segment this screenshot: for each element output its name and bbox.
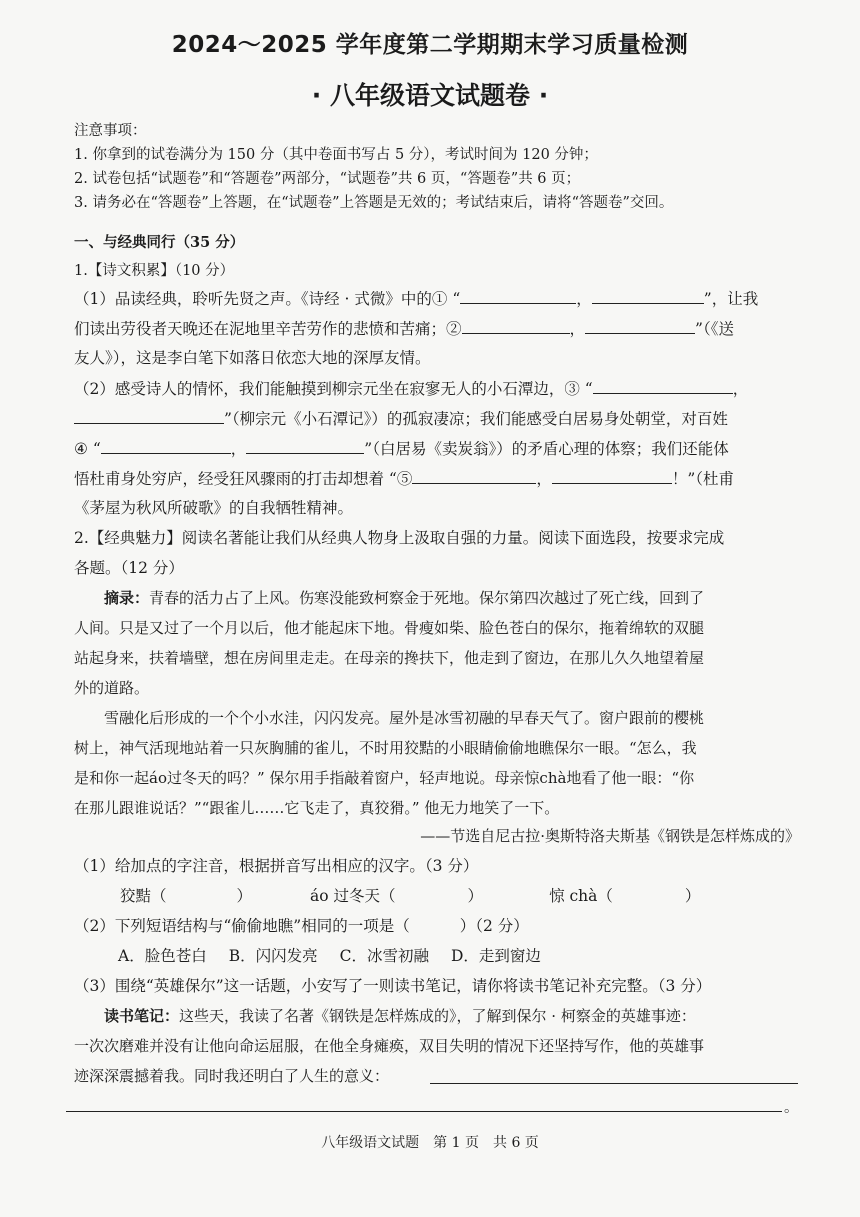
excerpt-line8: 在那儿跟谁说话？”“跟雀儿……它飞走了，真狡猾。” 他无力地笑了一下。 [74, 799, 560, 817]
q2-options [118, 946, 848, 966]
answer-blank[interactable] [246, 438, 364, 454]
q1-p2-line3: ④ “ ， ”（白居易《卖炭翁》）的矛盾心理的体察；我们还能体 [74, 440, 729, 458]
excerpt-line6: 树上，神气活现地站着一只灰胸脯的雀儿，不时用狡黠的小眼睛偷偷地瞧保尔一眼。“怎么，我 [74, 739, 697, 757]
q1-p1-line2: 们读出劳役者天晚还在泥地里辛苦劳作的悲愤和苦痛；② ， ”（《送 [74, 320, 734, 338]
note-item-2: 2. 试卷包括“试题卷”和“答题卷”两部分，“试题卷”共 6 页，“答题卷”共 6 页； [74, 171, 581, 187]
end-mark: 。 [784, 1100, 799, 1116]
q1-p2-line5: 《茅屋为秋风所破歌》的自我牺牲精神。 [74, 499, 354, 517]
note-line1: 读书笔记：这些天，我读了名著《钢铁是怎样炼成的》，了解到保尔 · 柯察金的英雄事迹： [104, 1007, 696, 1025]
option-b[interactable]: B．闪闪发亮 [228, 947, 318, 965]
page-footer: 八年级语文试题 第 1 页 共 6 页 [321, 1135, 539, 1151]
excerpt-label: 摘录： [104, 589, 150, 607]
q2-sub3: （3）围绕“英雄保尔”这一话题，小安写了一则读书笔记，请你将读书笔记补充完整。（3 分） [74, 977, 712, 995]
q2-title-line1: 2.【经典魅力】阅读名著能让我们从经典人物身上汲取自强的力量。阅读下面选段，按要求完成 [74, 529, 725, 547]
q2-sub2: （2）下列短语结构与“偷偷地瞧”相同的一项是（ ）（2 分） [74, 917, 529, 935]
excerpt-line3: 站起身来，扶着墙壁，想在房间里走走。在母亲的搀扶下，他走到了窗边，在那儿久久地望着屋 [74, 649, 705, 667]
note-label: 读书笔记： [104, 1007, 180, 1025]
note-item-3: 3. 请务必在“答题卷”上答题，在“试题卷”上答题是无效的；考试结束后，请将“答题卷”交回。 [74, 195, 674, 211]
answer-blank[interactable] [462, 318, 570, 334]
option-a[interactable]: A．脸色苍白 [118, 947, 207, 965]
excerpt-line4: 外的道路。 [74, 679, 150, 697]
excerpt-line2: 人间。只是又过了一个月以后，他才能起床下地。骨瘦如柴、脸色苍白的保尔，拖着绵软的双腿 [74, 619, 705, 637]
q1-p2-line4: 悟杜甫身处穷庐，经受狂风骤雨的打击却想着 “⑤ ， ！”（杜甫 [74, 470, 735, 488]
note-line2: 一次次磨难并没有让他向命运屈服，在他全身瘫痪，双目失明的情况下还坚持写作，他的英雄事 [74, 1037, 705, 1055]
excerpt-line7: 是和你一起áo过冬天的吗？” 保尔用手指敲着窗户，轻声地说。母亲惊chà地看了他一眼：“你 [74, 769, 695, 787]
answer-blank[interactable] [412, 468, 536, 484]
q2-sub1-items: 狡黠（ ） áo 过冬天（ ） 惊 chà（ ） [120, 887, 701, 905]
exam-subtitle: · 八年级语文试题卷 · [311, 81, 549, 110]
excerpt-line1: 摘录：青春的活力占了上风。伤寒没能致柯察金于死地。保尔第四次越过了死亡线，回到了 [104, 589, 705, 607]
q1-p1-line1: （1）品读经典，聆听先贤之声。《诗经 · 式微》中的① “ ， ”，让我 [74, 290, 759, 308]
option-c[interactable]: C．冰雪初融 [339, 947, 429, 965]
q1-p2-line1: （2）感受诗人的情怀，我们能触摸到柳宗元坐在寂寥无人的小石潭边，③ “ ， [74, 380, 749, 398]
answer-blank[interactable] [593, 378, 733, 394]
q1-p1-line3: 友人》），这是李白笔下如落日依恋大地的深厚友情。 [74, 349, 431, 367]
excerpt-source: ——节选自尼古拉·奥斯特洛夫斯基《钢铁是怎样炼成的》 [420, 827, 800, 845]
section-heading: 一、与经典同行（35 分） [74, 234, 245, 251]
q2-sub1: （1）给加点的字注音，根据拼音写出相应的汉字。（3 分） [74, 857, 479, 875]
note-line3: 迹深深震撼着我。同时我还明白了人生的意义： [74, 1067, 390, 1085]
answer-line[interactable] [430, 1083, 798, 1084]
excerpt-line5: 雪融化后形成的一个个小水洼，闪闪发亮。屋外是冰雪初融的早春天气了。窗户跟前的樱桃 [104, 709, 705, 727]
note-item-1: 1. 你拿到的试卷满分为 150 分（其中卷面书写占 5 分），考试时间为 120 分钟； [74, 147, 598, 163]
q1-p2-line2: ”（柳宗元《小石潭记》）的孤寂凄凉；我们能感受白居易身处朝堂，对百姓 [74, 408, 804, 429]
answer-blank[interactable] [74, 408, 224, 424]
answer-blank[interactable] [592, 288, 704, 304]
answer-blank[interactable] [552, 468, 672, 484]
answer-blank[interactable] [101, 438, 231, 454]
answer-blank[interactable] [585, 318, 695, 334]
q2-title-line2: 各题。（12 分） [74, 559, 184, 577]
notes-heading: 注意事项： [74, 123, 147, 139]
q1-title: 1.【诗文积累】（10 分） [74, 263, 235, 279]
option-d[interactable]: D．走到窗边 [450, 947, 541, 965]
answer-blank[interactable] [460, 288, 576, 304]
answer-line[interactable] [66, 1111, 782, 1112]
exam-title: 2024～2025 学年度第二学期期末学习质量检测 [171, 32, 689, 58]
